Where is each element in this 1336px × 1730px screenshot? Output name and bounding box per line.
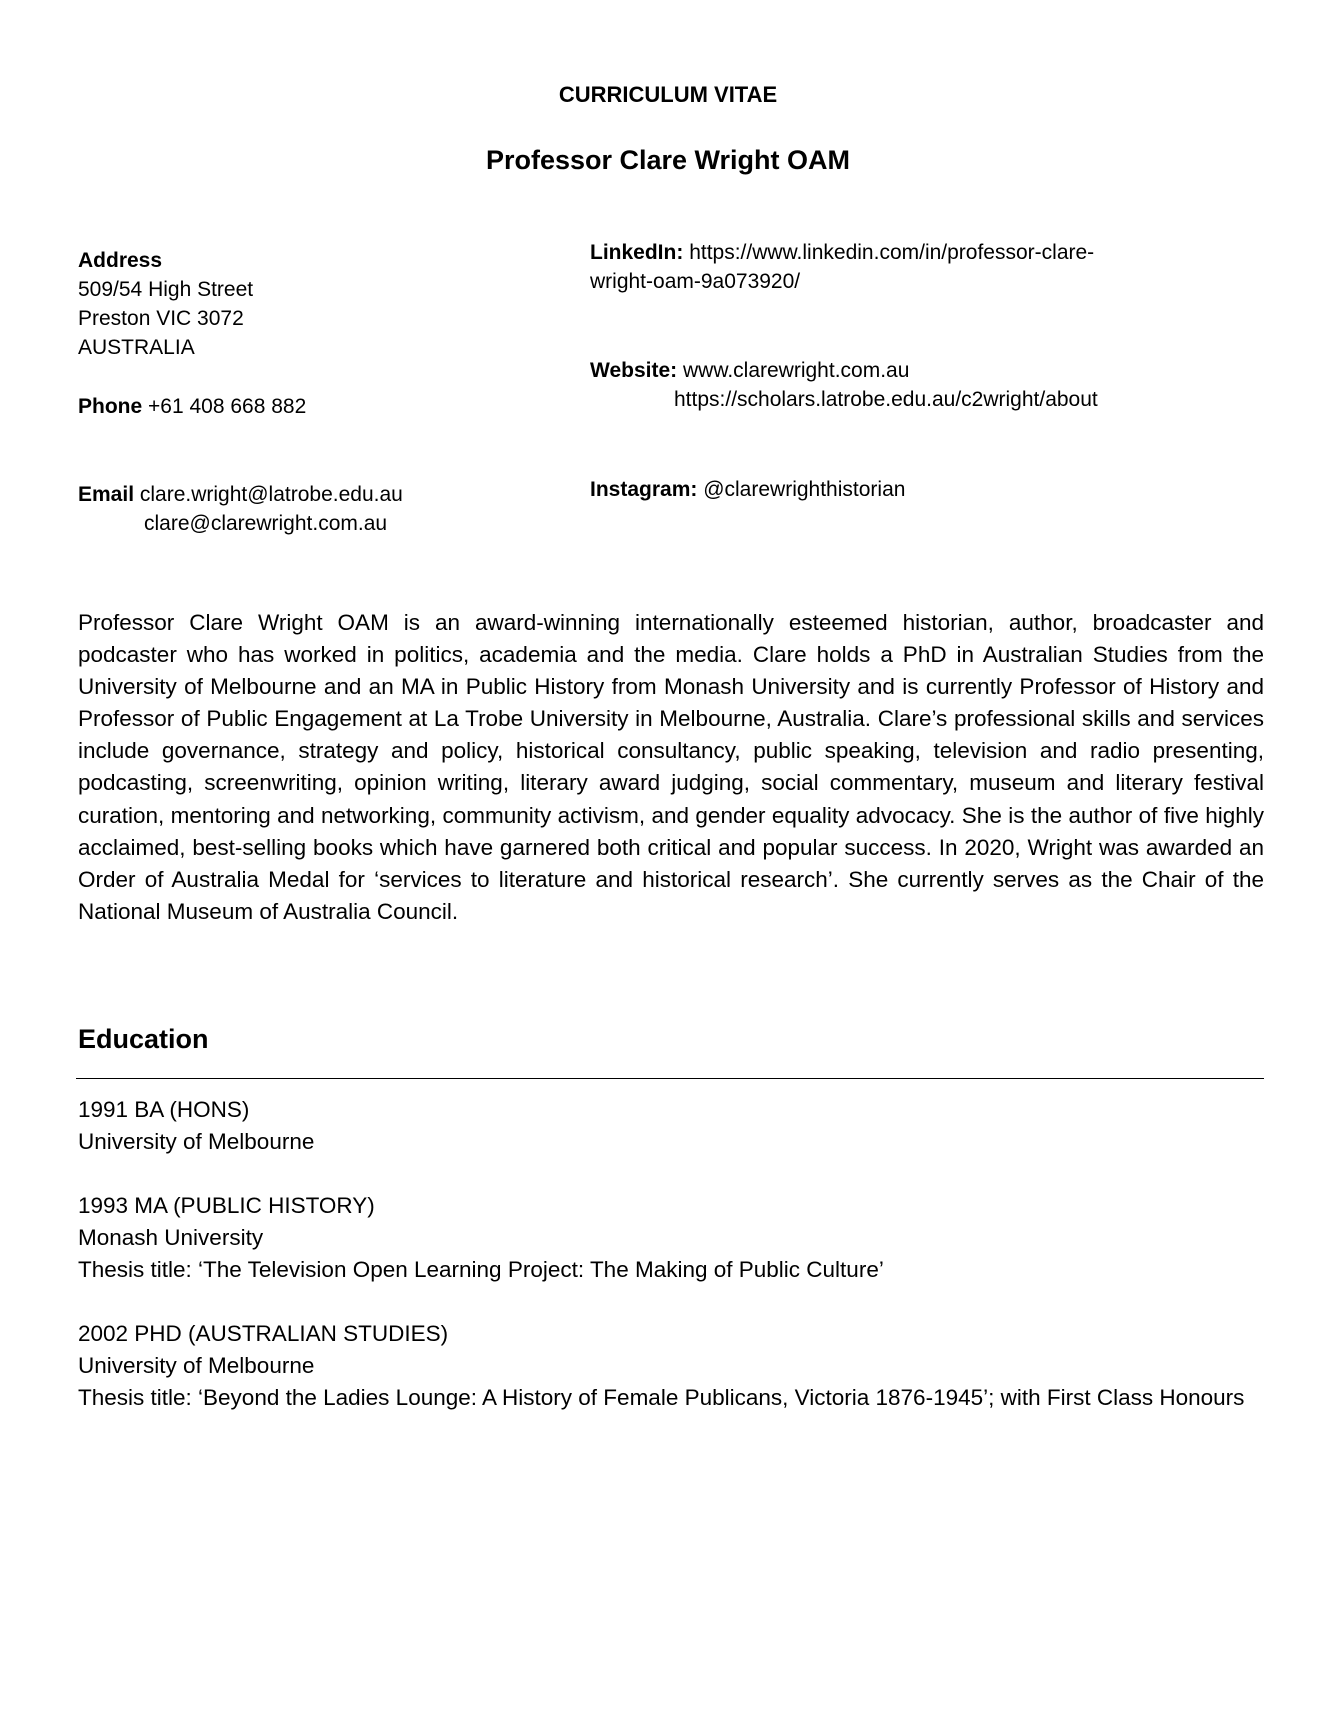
website-label: Website: — [590, 359, 678, 382]
website-block — [590, 356, 1098, 414]
biography-paragraph: Professor Clare Wright OAM is an award-winning internationally esteemed historian, author, broadcaster and podcaster who has worked in politics, academia and the media. Clare holds a PhD in Australian Studies from the University of Melbourne and an MA in Public History from Monash University and is currently Professor of History and Professor of Public Engagement at La Trobe University in Melbourne, Australia. Clare’s professional skills and services include governance, strategy and policy, historical consultancy, public speaking, television and radio presenting, podcasting, screenwriting, opinion writing, literary award judging, social commentary, museum and literary festival curation, mentoring and networking, community activism, and gender equality advocacy. She is the author of five highly acclaimed, best-selling books which have garnered both critical and popular success. In 2020, Wright was awarded an Order of Australia Medal for ‘services to literature and historical research’. She currently serves as the Chair of the National Museum of Australia Council. — [78, 610, 1264, 924]
address-label: Address — [78, 249, 163, 272]
website-link[interactable]: www.clarewright.com.au — [682, 359, 910, 382]
address-line: 509/54 High Street — [78, 278, 254, 301]
address-line: Preston VIC 3072 — [78, 307, 244, 330]
email-label: Email — [78, 483, 135, 506]
degree: 1991 BA (HONS) — [78, 1097, 250, 1122]
thesis-title: Thesis title: ‘The Television Open Learning Project: The Making of Public Culture’ — [78, 1257, 884, 1282]
person-name: Professor Clare Wright OAM — [485, 145, 851, 175]
institution: Monash University — [78, 1225, 264, 1250]
linkedin-link-continued[interactable]: wright-oam-9a073920/ — [590, 270, 801, 293]
education-entry — [78, 1094, 1268, 1158]
phone-block — [78, 392, 306, 421]
address-line: AUSTRALIA — [78, 336, 195, 359]
phone-label: Phone — [78, 395, 143, 418]
instagram-block — [590, 475, 905, 504]
linkedin-block — [590, 238, 1094, 296]
degree: 2002 PHD (AUSTRALIAN STUDIES) — [78, 1321, 449, 1346]
address-block — [78, 246, 253, 362]
education-heading: Education — [78, 1024, 209, 1054]
institution: University of Melbourne — [78, 1129, 315, 1154]
phone-number[interactable]: +61 408 668 882 — [148, 395, 307, 418]
instagram-label: Instagram: — [590, 478, 698, 501]
linkedin-label: LinkedIn: — [590, 241, 684, 264]
section-divider — [76, 1078, 1264, 1079]
education-entry — [78, 1318, 1268, 1414]
thesis-title: Thesis title: ‘Beyond the Ladies Lounge: A History of Female Publicans, Victoria 1876-1945’; with First Class Honours — [78, 1385, 1245, 1410]
institution: University of Melbourne — [78, 1353, 315, 1378]
degree: 1993 MA (PUBLIC HISTORY) — [78, 1193, 375, 1218]
website-link[interactable]: https://scholars.latrobe.edu.au/c2wright/about — [674, 388, 1098, 411]
document-title: CURRICULUM VITAE — [558, 82, 778, 107]
education-list — [78, 1094, 1268, 1446]
email-block — [78, 480, 403, 538]
education-entry — [78, 1190, 1268, 1286]
email-link[interactable]: clare.wright@latrobe.edu.au — [139, 483, 403, 506]
linkedin-link[interactable]: https://www.linkedin.com/in/professor-clare- — [689, 241, 1095, 264]
email-link[interactable]: clare@clarewright.com.au — [144, 512, 388, 535]
instagram-handle[interactable]: @clarewrighthistorian — [703, 478, 906, 501]
